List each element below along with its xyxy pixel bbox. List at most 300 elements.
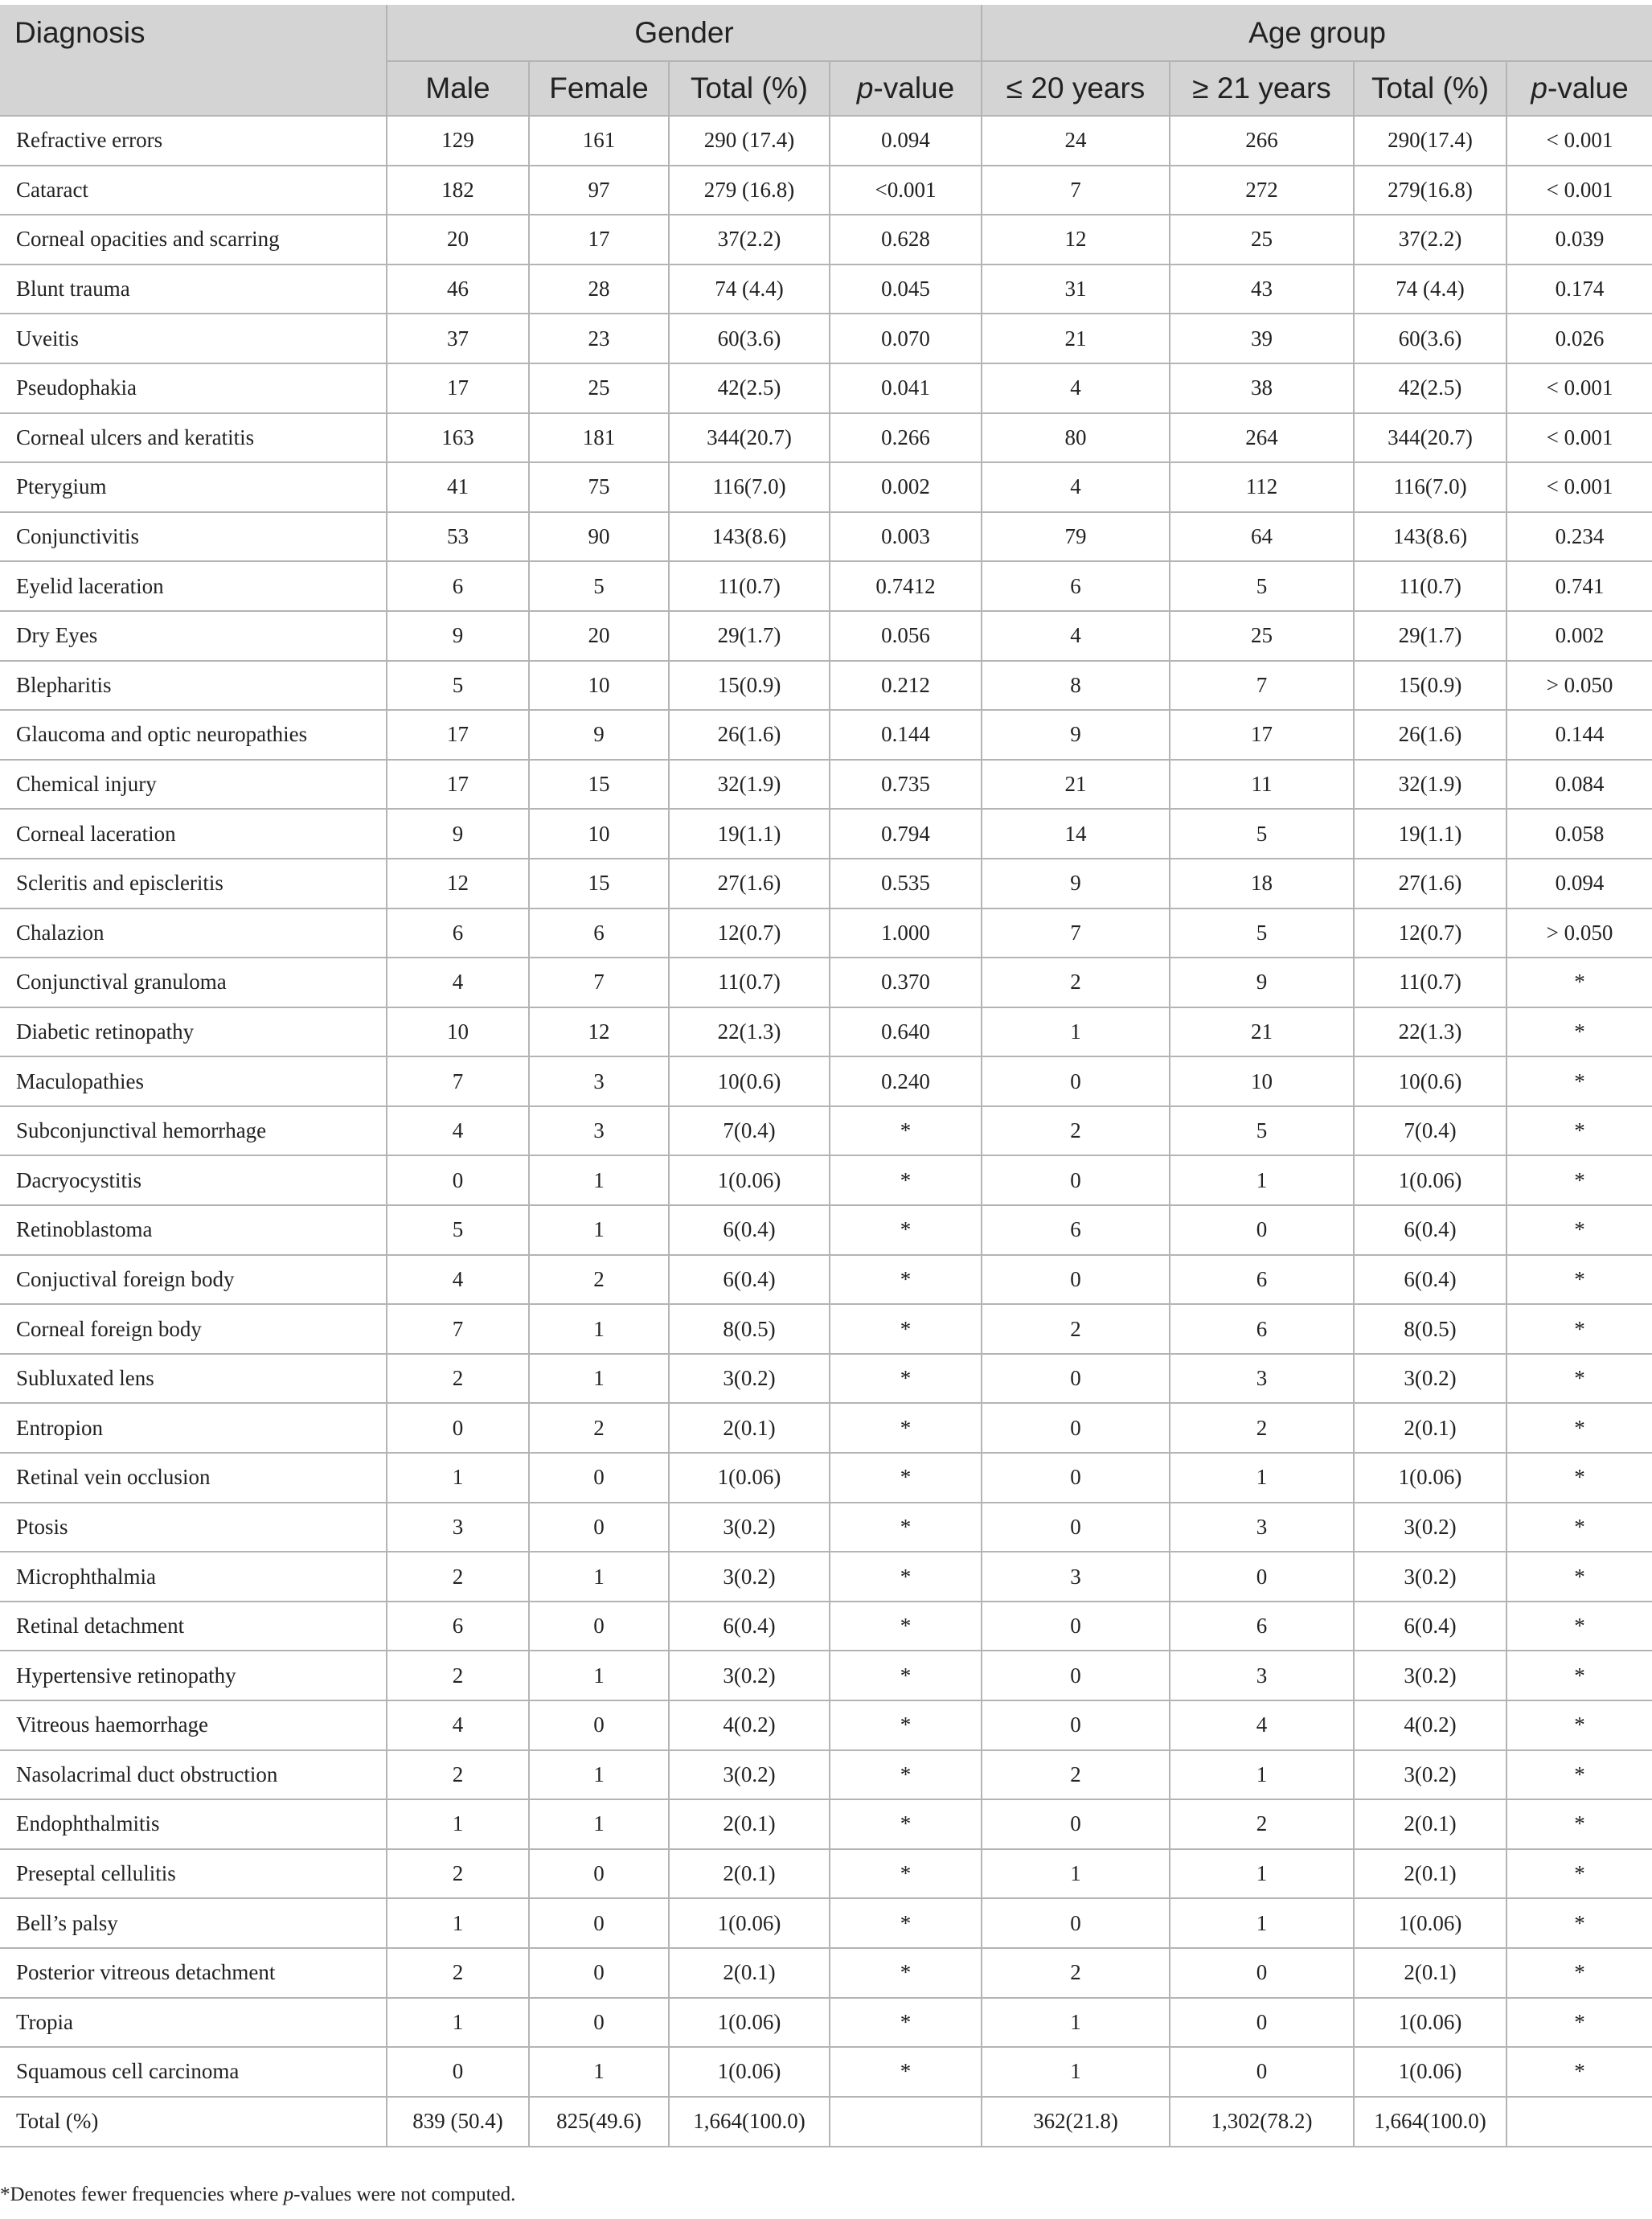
cell-pvalue-gender: *	[830, 1304, 982, 1354]
cell-total-age: 2(0.1)	[1354, 1799, 1506, 1849]
cell-total-age: 3(0.2)	[1354, 1552, 1506, 1602]
cell-pvalue-gender: 0.003	[830, 512, 982, 562]
cell-total-gender: 2(0.1)	[669, 1799, 830, 1849]
cell-pvalue-gender: 0.640	[830, 1007, 982, 1057]
cell-female: 3	[529, 1056, 669, 1106]
cell-pvalue-gender: 0.094	[830, 116, 982, 166]
cell-total-gender: 29(1.7)	[669, 611, 830, 661]
cell-female: 7	[529, 958, 669, 1007]
cell-diagnosis: Dry Eyes	[0, 611, 387, 661]
cell-age-le20: 0	[982, 1403, 1170, 1453]
cell-pvalue-age: *	[1506, 1056, 1652, 1106]
cell-male: 53	[387, 512, 529, 562]
cell-pvalue-age: < 0.001	[1506, 363, 1652, 413]
cell-total-gender: 22(1.3)	[669, 1007, 830, 1057]
cell-age-ge21: 18	[1170, 859, 1354, 909]
cell-total-age: 22(1.3)	[1354, 1007, 1506, 1057]
cell-pvalue-gender: 0.370	[830, 958, 982, 1007]
cell-age-le20: 31	[982, 265, 1170, 314]
cell-total-age: 3(0.2)	[1354, 1503, 1506, 1552]
cell-female: 181	[529, 413, 669, 463]
cell-age-ge21: 1	[1170, 1750, 1354, 1800]
cell-pvalue-gender: *	[830, 1552, 982, 1602]
cell-male: 4	[387, 958, 529, 1007]
cell-total-age: 27(1.6)	[1354, 859, 1506, 909]
cell-diagnosis: Corneal laceration	[0, 809, 387, 859]
cell-female: 0	[529, 1948, 669, 1998]
cell-age-ge21: 1	[1170, 1155, 1354, 1205]
table-row	[0, 1750, 1652, 1800]
cell-age-le20: 2	[982, 958, 1170, 1007]
cell-pvalue-gender: *	[830, 1255, 982, 1305]
cell-female: 20	[529, 611, 669, 661]
cell-pvalue-age: < 0.001	[1506, 462, 1652, 512]
cell-age-le20: 362(21.8)	[982, 2097, 1170, 2147]
cell-pvalue-gender: 0.735	[830, 760, 982, 810]
cell-total-gender: 1(0.06)	[669, 1998, 830, 2048]
cell-pvalue-gender: *	[830, 1403, 982, 1453]
cell-age-le20: 24	[982, 116, 1170, 166]
cell-age-le20: 12	[982, 215, 1170, 265]
cell-age-ge21: 6	[1170, 1304, 1354, 1354]
cell-female: 28	[529, 265, 669, 314]
cell-total-age: 11(0.7)	[1354, 958, 1506, 1007]
cell-pvalue-age: 0.084	[1506, 760, 1652, 810]
cell-female: 25	[529, 363, 669, 413]
table-row	[0, 1998, 1652, 2048]
cell-pvalue-age: *	[1506, 1898, 1652, 1948]
cell-female: 1	[529, 1799, 669, 1849]
cell-pvalue-gender: *	[830, 1799, 982, 1849]
cell-male: 17	[387, 363, 529, 413]
cell-diagnosis: Bell’s palsy	[0, 1898, 387, 1948]
table-row	[0, 1503, 1652, 1552]
cell-total-age: 2(0.1)	[1354, 1403, 1506, 1453]
cell-female: 3	[529, 1106, 669, 1156]
cell-female: 12	[529, 1007, 669, 1057]
cell-diagnosis: Conjunctival granuloma	[0, 958, 387, 1007]
cell-age-le20: 0	[982, 1799, 1170, 1849]
cell-male: 1	[387, 1898, 529, 1948]
cell-total-age: 4(0.2)	[1354, 1700, 1506, 1750]
cell-diagnosis: Pseudophakia	[0, 363, 387, 413]
cell-pvalue-gender: *	[830, 1651, 982, 1700]
cell-total-gender: 1,664(100.0)	[669, 2097, 830, 2147]
cell-age-le20: 4	[982, 462, 1170, 512]
cell-pvalue-age: *	[1506, 1799, 1652, 1849]
cell-pvalue-gender: 0.240	[830, 1056, 982, 1106]
cell-total-age: 15(0.9)	[1354, 661, 1506, 711]
cell-age-ge21: 5	[1170, 909, 1354, 958]
cell-age-ge21: 17	[1170, 710, 1354, 760]
cell-age-ge21: 3	[1170, 1651, 1354, 1700]
table-row	[0, 1403, 1652, 1453]
cell-diagnosis: Scleritis and episcleritis	[0, 859, 387, 909]
table-row	[0, 1898, 1652, 1948]
header-total-gender: Total (%)	[669, 61, 830, 116]
cell-male: 41	[387, 462, 529, 512]
cell-diagnosis: Endophthalmitis	[0, 1799, 387, 1849]
cell-age-ge21: 0	[1170, 1948, 1354, 1998]
cell-total-gender: 32(1.9)	[669, 760, 830, 810]
cell-female: 17	[529, 215, 669, 265]
cell-diagnosis: Entropion	[0, 1403, 387, 1453]
cell-diagnosis: Dacryocystitis	[0, 1155, 387, 1205]
cell-pvalue-age: 0.058	[1506, 809, 1652, 859]
cell-total-age: 116(7.0)	[1354, 462, 1506, 512]
table-row	[0, 611, 1652, 661]
table-row	[0, 1255, 1652, 1305]
cell-female: 0	[529, 1700, 669, 1750]
cell-diagnosis: Subconjunctival hemorrhage	[0, 1106, 387, 1156]
cell-pvalue-age: *	[1506, 1602, 1652, 1651]
cell-total-gender: 1(0.06)	[669, 1898, 830, 1948]
cell-diagnosis: Blunt trauma	[0, 265, 387, 314]
cell-diagnosis: Glaucoma and optic neuropathies	[0, 710, 387, 760]
cell-female: 23	[529, 314, 669, 363]
cell-pvalue-gender: 1.000	[830, 909, 982, 958]
cell-age-le20: 6	[982, 561, 1170, 611]
cell-total-gender: 27(1.6)	[669, 859, 830, 909]
cell-male: 4	[387, 1255, 529, 1305]
cell-diagnosis: Vitreous haemorrhage	[0, 1700, 387, 1750]
cell-diagnosis: Diabetic retinopathy	[0, 1007, 387, 1057]
cell-female: 2	[529, 1403, 669, 1453]
cell-male: 3	[387, 1503, 529, 1552]
header-pvalue-gender	[830, 61, 982, 116]
cell-pvalue-gender: 0.212	[830, 661, 982, 711]
cell-male: 182	[387, 166, 529, 215]
cell-age-ge21: 5	[1170, 809, 1354, 859]
cell-male: 0	[387, 2047, 529, 2097]
header-gender: Gender	[387, 5, 982, 61]
cell-diagnosis: Retinal detachment	[0, 1602, 387, 1651]
table-row	[0, 413, 1652, 463]
cell-pvalue-age: *	[1506, 1453, 1652, 1503]
table-row	[0, 760, 1652, 810]
cell-pvalue-gender: *	[830, 1453, 982, 1503]
cell-pvalue-age: 0.002	[1506, 611, 1652, 661]
cell-total-gender: 2(0.1)	[669, 1948, 830, 1998]
cell-male: 9	[387, 611, 529, 661]
cell-total-gender: 290 (17.4)	[669, 116, 830, 166]
cell-age-ge21: 6	[1170, 1255, 1354, 1305]
cell-age-ge21: 1,302(78.2)	[1170, 2097, 1354, 2147]
pvalue-italic: p	[856, 72, 874, 105]
cell-total-age: 11(0.7)	[1354, 561, 1506, 611]
cell-diagnosis: Nasolacrimal duct obstruction	[0, 1750, 387, 1800]
cell-pvalue-gender: *	[830, 1998, 982, 2048]
cell-age-ge21: 4	[1170, 1700, 1354, 1750]
cell-pvalue-age: *	[1506, 2047, 1652, 2097]
cell-age-le20: 0	[982, 1602, 1170, 1651]
cell-pvalue-age: *	[1506, 1700, 1652, 1750]
cell-total-age: 74 (4.4)	[1354, 265, 1506, 314]
cell-diagnosis: Squamous cell carcinoma	[0, 2047, 387, 2097]
cell-age-le20: 7	[982, 166, 1170, 215]
cell-male: 0	[387, 1403, 529, 1453]
cell-age-ge21: 11	[1170, 760, 1354, 810]
cell-total-age: 1(0.06)	[1354, 1453, 1506, 1503]
table-row	[0, 1205, 1652, 1255]
cell-total-gender: 3(0.2)	[669, 1354, 830, 1404]
cell-pvalue-age: 0.174	[1506, 265, 1652, 314]
cell-male: 2	[387, 1552, 529, 1602]
cell-age-le20: 0	[982, 1255, 1170, 1305]
header-male: Male	[387, 61, 529, 116]
cell-female: 15	[529, 760, 669, 810]
cell-male: 10	[387, 1007, 529, 1057]
cell-age-ge21: 0	[1170, 2047, 1354, 2097]
table-row	[0, 314, 1652, 363]
cell-total-age: 6(0.4)	[1354, 1205, 1506, 1255]
cell-pvalue-age: < 0.001	[1506, 116, 1652, 166]
cell-age-le20: 4	[982, 363, 1170, 413]
cell-pvalue-gender: <0.001	[830, 166, 982, 215]
cell-pvalue-age	[1506, 2097, 1652, 2147]
cell-total-gender: 11(0.7)	[669, 958, 830, 1007]
cell-pvalue-gender: 0.041	[830, 363, 982, 413]
cell-total-gender: 116(7.0)	[669, 462, 830, 512]
cell-age-ge21: 112	[1170, 462, 1354, 512]
cell-pvalue-gender: *	[830, 1898, 982, 1948]
header-age-le20: ≤ 20 years	[982, 61, 1170, 116]
cell-pvalue-age: *	[1506, 1503, 1652, 1552]
cell-age-le20: 0	[982, 1503, 1170, 1552]
cell-diagnosis: Eyelid laceration	[0, 561, 387, 611]
cell-total-gender: 3(0.2)	[669, 1750, 830, 1800]
pvalue-suffix: -value	[1547, 72, 1629, 105]
cell-pvalue-gender: *	[830, 2047, 982, 2097]
cell-total-age: 1(0.06)	[1354, 1898, 1506, 1948]
cell-female: 75	[529, 462, 669, 512]
table-row	[0, 363, 1652, 413]
cell-pvalue-gender: 0.144	[830, 710, 982, 760]
cell-pvalue-gender: *	[830, 1106, 982, 1156]
cell-male: 5	[387, 1205, 529, 1255]
cell-female: 10	[529, 809, 669, 859]
cell-female: 1	[529, 2047, 669, 2097]
cell-diagnosis: Chalazion	[0, 909, 387, 958]
table-row	[0, 265, 1652, 314]
cell-male: 2	[387, 1948, 529, 1998]
cell-age-le20: 14	[982, 809, 1170, 859]
cell-female: 161	[529, 116, 669, 166]
cell-diagnosis: Corneal foreign body	[0, 1304, 387, 1354]
cell-female: 1	[529, 1750, 669, 1800]
cell-pvalue-gender: 0.045	[830, 265, 982, 314]
header-age-ge21: ≥ 21 years	[1170, 61, 1354, 116]
cell-total-gender: 4(0.2)	[669, 1700, 830, 1750]
cell-pvalue-gender: 0.070	[830, 314, 982, 363]
cell-diagnosis: Conjunctivitis	[0, 512, 387, 562]
cell-female: 1	[529, 1205, 669, 1255]
cell-total-age: 42(2.5)	[1354, 363, 1506, 413]
table-row	[0, 1155, 1652, 1205]
cell-age-ge21: 10	[1170, 1056, 1354, 1106]
cell-male: 5	[387, 661, 529, 711]
cell-age-le20: 2	[982, 1948, 1170, 1998]
table-row	[0, 512, 1652, 562]
cell-pvalue-age: *	[1506, 1651, 1652, 1700]
cell-total-gender: 8(0.5)	[669, 1304, 830, 1354]
table-row	[0, 661, 1652, 711]
cell-male: 12	[387, 859, 529, 909]
cell-male: 46	[387, 265, 529, 314]
footnote-italic-p: p	[283, 2184, 294, 2205]
cell-age-le20: 0	[982, 1651, 1170, 1700]
cell-total-gender: 2(0.1)	[669, 1403, 830, 1453]
cell-total-age: 7(0.4)	[1354, 1106, 1506, 1156]
cell-male: 17	[387, 710, 529, 760]
cell-female: 5	[529, 561, 669, 611]
cell-age-le20: 9	[982, 859, 1170, 909]
total-row	[0, 2097, 1652, 2147]
cell-female: 0	[529, 1602, 669, 1651]
cell-pvalue-gender: 0.535	[830, 859, 982, 909]
cell-total-age: 143(8.6)	[1354, 512, 1506, 562]
cell-pvalue-age: 0.234	[1506, 512, 1652, 562]
cell-diagnosis: Cataract	[0, 166, 387, 215]
cell-total-age: 29(1.7)	[1354, 611, 1506, 661]
cell-diagnosis: Retinoblastoma	[0, 1205, 387, 1255]
cell-total-gender: 6(0.4)	[669, 1205, 830, 1255]
table-row	[0, 561, 1652, 611]
cell-male: 2	[387, 1651, 529, 1700]
cell-male: 2	[387, 1849, 529, 1899]
cell-pvalue-gender: *	[830, 1849, 982, 1899]
cell-total-age: 1(0.06)	[1354, 1155, 1506, 1205]
cell-pvalue-age: 0.741	[1506, 561, 1652, 611]
table-row	[0, 1849, 1652, 1899]
cell-diagnosis: Preseptal cellulitis	[0, 1849, 387, 1899]
cell-age-ge21: 0	[1170, 1205, 1354, 1255]
table-row	[0, 215, 1652, 265]
cell-total-age: 279(16.8)	[1354, 166, 1506, 215]
cell-total-age: 8(0.5)	[1354, 1304, 1506, 1354]
cell-total-age: 10(0.6)	[1354, 1056, 1506, 1106]
cell-male: 6	[387, 561, 529, 611]
table-row	[0, 909, 1652, 958]
cell-male: 20	[387, 215, 529, 265]
table-row	[0, 1799, 1652, 1849]
cell-total-age: 2(0.1)	[1354, 1948, 1506, 1998]
cell-male: 4	[387, 1700, 529, 1750]
cell-pvalue-gender: *	[830, 1602, 982, 1651]
cell-total-age: 26(1.6)	[1354, 710, 1506, 760]
cell-total-age: 3(0.2)	[1354, 1354, 1506, 1404]
cell-male: 7	[387, 1056, 529, 1106]
cell-pvalue-age: *	[1506, 1849, 1652, 1899]
cell-male: 2	[387, 1354, 529, 1404]
cell-age-le20: 2	[982, 1304, 1170, 1354]
cell-diagnosis: Conjuctival foreign body	[0, 1255, 387, 1305]
cell-male: 0	[387, 1155, 529, 1205]
cell-total-gender: 10(0.6)	[669, 1056, 830, 1106]
cell-pvalue-age: *	[1506, 1948, 1652, 1998]
cell-total-gender: 11(0.7)	[669, 561, 830, 611]
header-pvalue-age	[1506, 61, 1652, 116]
cell-age-ge21: 1	[1170, 1849, 1354, 1899]
cell-diagnosis: Chemical injury	[0, 760, 387, 810]
cell-pvalue-gender: 0.002	[830, 462, 982, 512]
cell-pvalue-age: > 0.050	[1506, 661, 1652, 711]
cell-age-le20: 3	[982, 1552, 1170, 1602]
cell-total-gender: 19(1.1)	[669, 809, 830, 859]
cell-total-gender: 1(0.06)	[669, 1453, 830, 1503]
cell-female: 0	[529, 1898, 669, 1948]
cell-diagnosis: Microphthalmia	[0, 1552, 387, 1602]
cell-pvalue-age: *	[1506, 958, 1652, 1007]
cell-female: 6	[529, 909, 669, 958]
cell-diagnosis: Blepharitis	[0, 661, 387, 711]
cell-male: 6	[387, 1602, 529, 1651]
cell-pvalue-gender: 0.628	[830, 215, 982, 265]
cell-female: 0	[529, 1849, 669, 1899]
cell-pvalue-gender: *	[830, 1700, 982, 1750]
cell-age-ge21: 43	[1170, 265, 1354, 314]
cell-pvalue-age: *	[1506, 1106, 1652, 1156]
cell-age-le20: 0	[982, 1354, 1170, 1404]
cell-diagnosis: Pterygium	[0, 462, 387, 512]
cell-female: 90	[529, 512, 669, 562]
cell-age-ge21: 3	[1170, 1503, 1354, 1552]
footnote-text-before: *Denotes fewer frequencies where	[0, 2184, 284, 2205]
cell-age-le20: 8	[982, 661, 1170, 711]
cell-age-ge21: 264	[1170, 413, 1354, 463]
cell-total-gender: 3(0.2)	[669, 1503, 830, 1552]
cell-diagnosis: Corneal opacities and scarring	[0, 215, 387, 265]
cell-total-gender: 3(0.2)	[669, 1552, 830, 1602]
cell-age-ge21: 7	[1170, 661, 1354, 711]
cell-pvalue-age: < 0.001	[1506, 413, 1652, 463]
table-row	[0, 1700, 1652, 1750]
cell-pvalue-age: *	[1506, 1007, 1652, 1057]
cell-age-le20: 0	[982, 1453, 1170, 1503]
cell-male: 2	[387, 1750, 529, 1800]
cell-pvalue-gender: *	[830, 1948, 982, 1998]
cell-total-age: 1(0.06)	[1354, 2047, 1506, 2097]
cell-age-le20: 0	[982, 1700, 1170, 1750]
cell-age-le20: 9	[982, 710, 1170, 760]
cell-pvalue-age: *	[1506, 1403, 1652, 1453]
cell-pvalue-age: 0.144	[1506, 710, 1652, 760]
cell-male: 6	[387, 909, 529, 958]
cell-pvalue-age: 0.039	[1506, 215, 1652, 265]
cell-pvalue-gender: 0.7412	[830, 561, 982, 611]
cell-pvalue-gender: 0.794	[830, 809, 982, 859]
cell-total-age: 290(17.4)	[1354, 116, 1506, 166]
cell-diagnosis: Maculopathies	[0, 1056, 387, 1106]
table-row	[0, 1106, 1652, 1156]
cell-age-le20: 0	[982, 1155, 1170, 1205]
cell-age-ge21: 64	[1170, 512, 1354, 562]
cell-male: 9	[387, 809, 529, 859]
cell-diagnosis: Tropia	[0, 1998, 387, 2048]
cell-age-ge21: 6	[1170, 1602, 1354, 1651]
cell-total-age: 344(20.7)	[1354, 413, 1506, 463]
cell-male: 7	[387, 1304, 529, 1354]
table-row	[0, 1453, 1652, 1503]
cell-age-ge21: 1	[1170, 1898, 1354, 1948]
footnote-text-after: -values were not computed.	[293, 2184, 516, 2205]
cell-total-age: 32(1.9)	[1354, 760, 1506, 810]
cell-total-gender: 37(2.2)	[669, 215, 830, 265]
table-row	[0, 1354, 1652, 1404]
cell-pvalue-gender: *	[830, 1205, 982, 1255]
cell-pvalue-gender	[830, 2097, 982, 2147]
pvalue-suffix: -value	[873, 72, 955, 105]
